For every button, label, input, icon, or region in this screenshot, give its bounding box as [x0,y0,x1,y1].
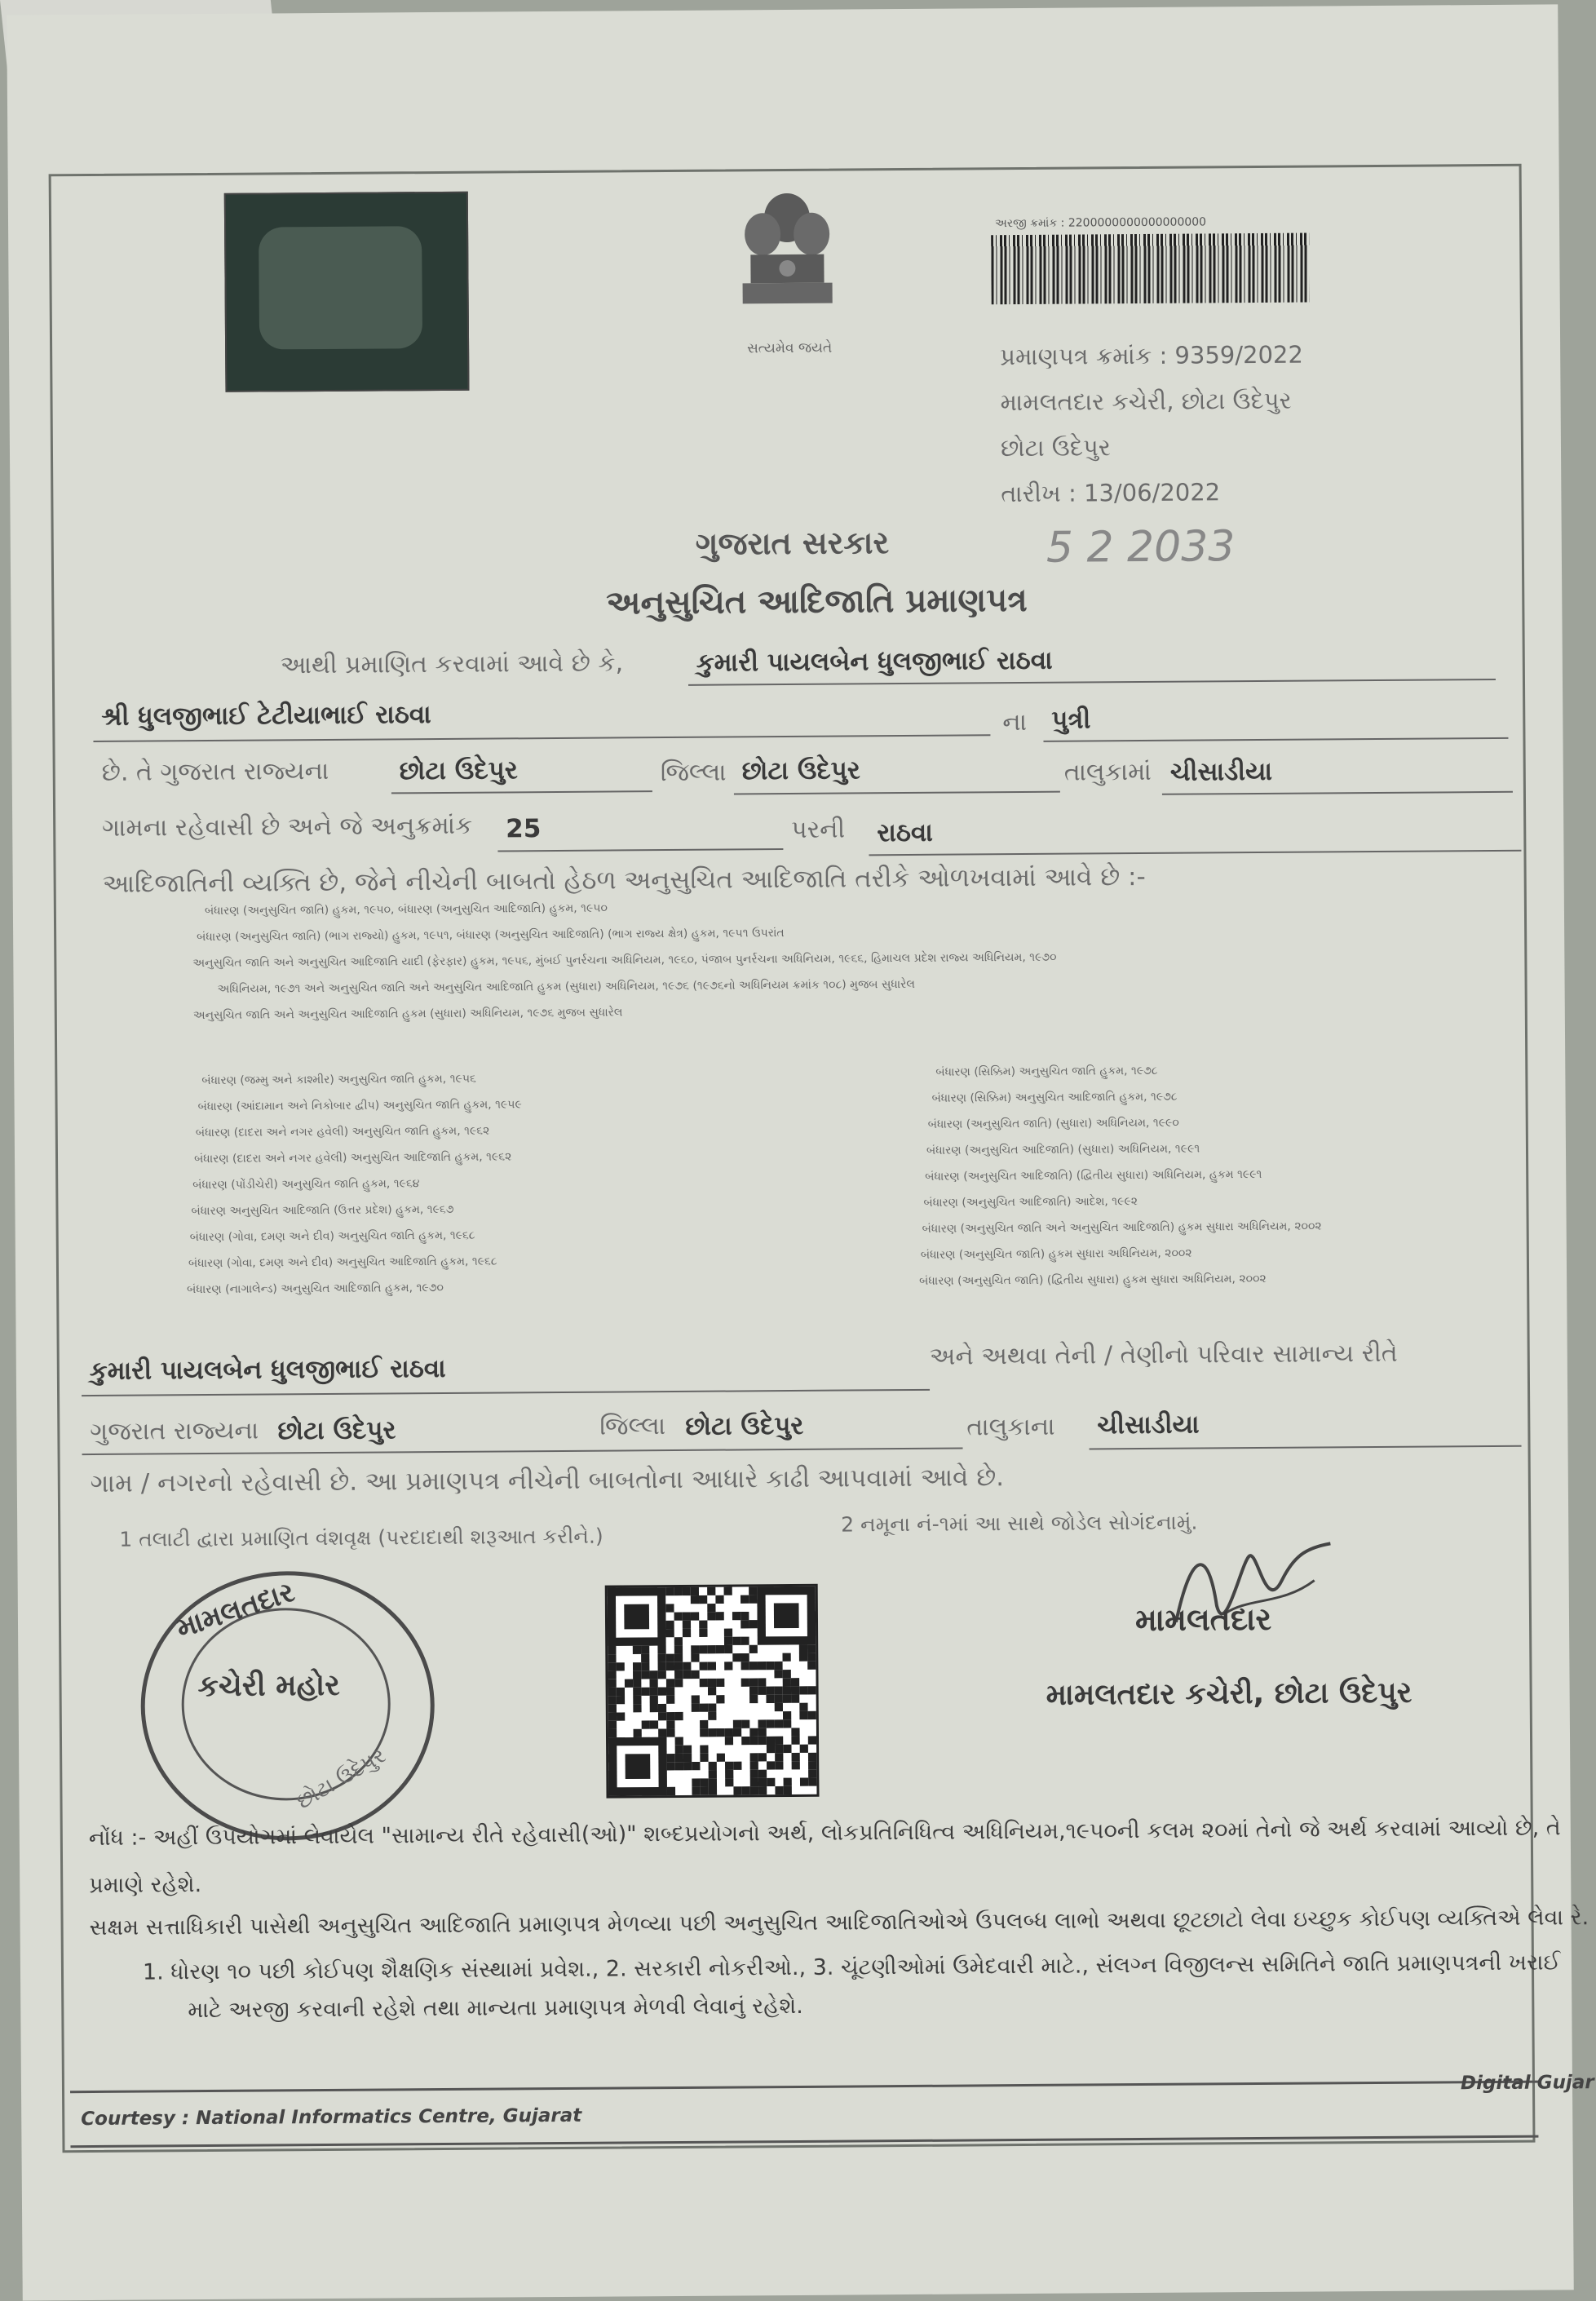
order-left: બંધારણ (આંદામાન અને નિકોબાર દ્વીપ) અનુસુચિત જાતિ હુકમ, ૧૯૫૯ [197,1098,522,1114]
basis-2: 2 નમૂના નં-૧માં આ સાથે જોડેલ સોગંદનામું. [841,1510,1198,1537]
district-value-2: છોટા ઉદેપુર [741,755,860,786]
order-right: બંધારણ (સિક્કિમ) અનુસુચિત જાતિ હુકમ, ૧૯૭૮ [935,1064,1158,1079]
applicant-photo [224,192,470,392]
seal-center-text: કચેરી મહોર [197,1668,340,1704]
note-2: સક્ષમ સત્તાધિકારી પાસેથી અનુસુચિત આદિજાતિ પ્રમાણપત્ર મેળવ્યા પછી અનુસુચિત આદિજાતિઓએ ઉપલબ્ધ લાભો અથવા છૂટછાટો લેવા ઇચ્છુક કોઈપણ વ્યક્તિએ લેવા રે. [89,1905,1589,1941]
order-right: બંધારણ (અનુસુચિત જાતિ) (સુધારા) અધિનિયમ, ૧૯૯૦ [927,1116,1179,1131]
handwritten-number: 5 2 2033 [1046,522,1236,573]
seal-top-text: મામલતદાર [172,1575,298,1645]
order-right: બંધારણ (અનુસુચિત આદિજાતિ) (દ્વિતીય સુધારા) અધિનિયમ, હુકમ ૧૯૯૧ [925,1167,1262,1184]
father-name: શ્રી ધુલજીભાઈ ટેટીયાભાઈ રાઠવા [101,700,431,732]
note-3a: 1. ધોરણ ૧૦ પછી કોઈપણ શૈક્ષણિક સંસ્થામાં પ્રવેશ., 2. સરકારી નોકરીઓ., 3. ચૂંટણીઓમાં ઉમેદવારી માટે., સંલગ્ન વિજીલન્સ સમિતિને જાતિ પ્રમાણપત્રની ખરાઈ [142,1949,1561,1985]
issuing-place: છોટા ઉદેપુર [1000,433,1111,462]
village-label: ગામના રહેવાસી છે અને જે અનુક્રમાંક [102,811,473,843]
family-text: અને અથવા તેની / તેણીનો પરિવાર સામાન્ય રીતે [929,1339,1398,1371]
district-label: જિલ્લા [660,758,727,788]
note-3b: માટે અરજી કરવાની રહેશે તથા માન્યતા પ્રમાણપત્ર મેળવી લેવાનું રહેશે. [188,1993,803,2024]
signatory-office: મામલતદાર કચેરી, છોટા ઉદેપુર [1046,1675,1413,1712]
order-right: બંધારણ (અનુસુચિત આદિજાતિ) (સુધારા) અધિનિયમ, ૧૯૯૧ [926,1142,1200,1157]
na-label: ના [1002,707,1028,737]
courtesy-text: Courtesy : National Informatics Centre, Gujarat [81,2104,582,2131]
certificate-sheet [7,4,1594,2300]
person-name: કુમારી પાયલબેન ધુલજીભાઈ રાઠવા [696,645,1053,678]
order-right: બંધારણ (સિક્કિમ) અનુસુચિત આદિજાતિ હુકમ, ૧૯૭૮ [931,1090,1178,1105]
district-value: છોટા ઉદેપુર [399,755,518,786]
note-1b: પ્રમાણે રહેશે. [89,1872,202,1899]
taluka-label: તાલુકામાં [1063,757,1152,787]
residence-taluka: ચીસાડીયા [1097,1409,1200,1440]
order-right: બંધારણ (અનુસુચિત જાતિ) (દ્વિતીય સુધારા) હુકમ સુધારા અધિનિયમ, ૨૦૦૨ [919,1272,1267,1288]
qr-code [605,1584,820,1799]
barcode [991,233,1310,305]
tribe-value: રાઠવા [877,817,933,848]
order-right: બંધારણ (અનુસુચિત આદિજાતિ) આદેશ, ૧૯૯૨ [923,1195,1138,1210]
taluka-value: ચીસાડીયા [1169,756,1273,787]
order-line: બંધારણ (અનુસુચિત જાતિ) (ભાગ રાજ્યો) હુકમ, ૧૯૫૧, બંધારણ (અનુસુચિત આદિજાતિ) (ભાગ રાજ્ય ક્ષેત્ર) હુકમ, ૧૯૫૧ ઉપરાંત [197,927,785,945]
issue-date: તારીખ : 13/06/2022 [1001,478,1221,508]
residence-district-2: છોટા ઉદેપુર [685,1410,804,1441]
residence-state-label: ગુજરાત રાજ્યના [90,1416,259,1447]
order-line: અનુસુચિત જાતિ અને અનુસુચિત આદિજાતિ યાદી (ફેરફાર) હુકમ, ૧૯૫૬, મુંબઈ પુનર્રચના અધિનિયમ, ૧૯૬૦, પંજાબ પુનર્રચના અધિનિયમ, ૧૯૬૬, હિમાચલ પ્રદેશ રાજ્ય અધિનિયમ, ૧૯૭૦ [192,950,1057,971]
order-left: બંધારણ (નાગાલેન્ડ) અનુસુચિત આદિજાતિ હુકમ, ૧૯૭૦ [187,1281,444,1297]
order-line: બંધારણ (અનુસુચિત જાતિ) હુકમ, ૧૯૫૦, બંધારણ (અનુસુચિત આદિજાતિ) હુકમ, ૧૯૫૦ [204,901,608,918]
basis-1: 1 તલાટી દ્વારા પ્રમાણિત વંશવૃક્ષ (પરદાદાથી શરૂઆત કરીને.) [119,1524,603,1551]
order-left: બંધારણ (પોંડીચેરી) અનુસુચિત જાતિ હુકમ, ૧૯૬૪ [192,1177,420,1193]
national-emblem-icon [726,172,850,361]
order-left: બંધારણ (દાદરા અને નગર હવેલી) અનુસુચિત જાતિ હુકમ, ૧૯૬૨ [195,1124,490,1140]
state-label: છે. તે ગુજરાત રાજ્યના [101,756,329,787]
certificate-title: અનુસુચિત આદિજાતિ પ્રમાણપત્ર [606,581,1028,622]
order-left: બંધારણ અનુસુચિત આદિજાતિ (ઉત્તર પ્રદેશ) હુકમ, ૧૯૬૭ [191,1202,454,1219]
order-left: બંધારણ (જમ્મુ અને કાશ્મીર) અનુસુચિત જાતિ હુકમ, ૧૯૫૬ [201,1072,476,1088]
digital-gujarat-text: Digital Gujar [1460,2072,1594,2095]
emblem-caption: સત્યમેવ જયતે [747,339,833,357]
village-text: ગામ / નગરનો રહેવાસી છે. આ પ્રમાણપત્ર નીચેની બાબતોના આધારે કાઢી આપવામાં આવે છે. [90,1462,1005,1499]
barcode-label: અરજી ક્રમાંક : 2200000000000000000 [995,215,1207,231]
signatory-title: મામલતદાર [1134,1600,1272,1639]
residence-taluka-label: તાલુકાના [966,1412,1055,1442]
tribe-text: આદિજાતિની વ્યક્તિ છે, જેને નીચેની બાબતો હેઠળ અનુસુચિત આદિજાતિ તરીકે ઓળખવામાં આવે છે :- [102,861,1146,899]
residence-district: છોટા ઉદેપુર [277,1415,396,1446]
issuing-office: મામલતદાર કચેરી, છોટા ઉદેપુર [1000,386,1292,417]
serial-number: 25 [506,814,542,844]
certify-text: આથી પ્રમાણિત કરવામાં આવે છે કે, [280,648,624,680]
order-left: બંધારણ (દાદરા અને નગર હવેલી) અનુસુચિત આદિજાતિ હુકમ, ૧૯૬૨ [193,1150,512,1166]
par-label: પરની [791,815,846,844]
order-left: બંધારણ (ગોવા, દમણ અને દીવ) અનુસુચિત આદિજાતિ હુકમ, ૧૯૬૮ [188,1254,497,1271]
resident-name: કુમારી પાયલબેન ધુલજીભાઈ રાઠવા [89,1353,446,1387]
order-right: બંધારણ (અનુસુચિત જાતિ અને અનુસુચિત આદિજાતિ) હુકમ સુધારા અધિનિયમ, ૨૦૦૨ [922,1219,1322,1236]
order-right: બંધારણ (અનુસુચિત જાતિ) હુકમ સુધારા અધિનિયમ, ૨૦૦૨ [920,1246,1192,1262]
order-left: બંધારણ (ગોવા, દમણ અને દીવ) અનુસુચિત જાતિ હુકમ, ૧૯૬૮ [189,1228,475,1245]
government-title: ગુજરાત સરકાર [695,524,890,562]
certificate-number: પ્રમાણપત્ર ક્રમાંક : 9359/2022 [1000,340,1303,371]
residence-district-label: જિલ્લા [599,1412,666,1441]
order-line: અધિનિયમ, ૧૯૭૧ અને અનુસુચિત જાતિ અને અનુસુચિત આદિજાતિ હુકમ (સુધારા) અધિનિયમ, ૧૯૭૬ (૧૯૭૬નો અધિનિયમ ક્રમાંક ૧૦૮) મુજબ સુધારેલ [217,977,916,996]
seal-bottom-text: છોટા ઉદેપુર [292,1743,391,1815]
order-line: અનુસુચિત જાતિ અને અનુસુચિત આદિજાતિ હુકમ (સુધારા) અધિનિયમ, ૧૯૭૬ મુજબ સુધારેલ [192,1006,623,1023]
note-1a: નોંધ :- અહીં ઉપયોગમાં લેવાયેલ "સામાન્ય રીતે રહેવાસી(ઓ)" શબ્દપ્રયોગનો અર્થ, લોકપ્રતિનિધિત્વ અધિનિયમ,૧૯૫૦ની કલમ ૨૦માં તેનો જે અર્થ કરવામાં આવ્યો છે, તે [88,1815,1561,1852]
relation-value: પુત્રી [1051,705,1091,735]
